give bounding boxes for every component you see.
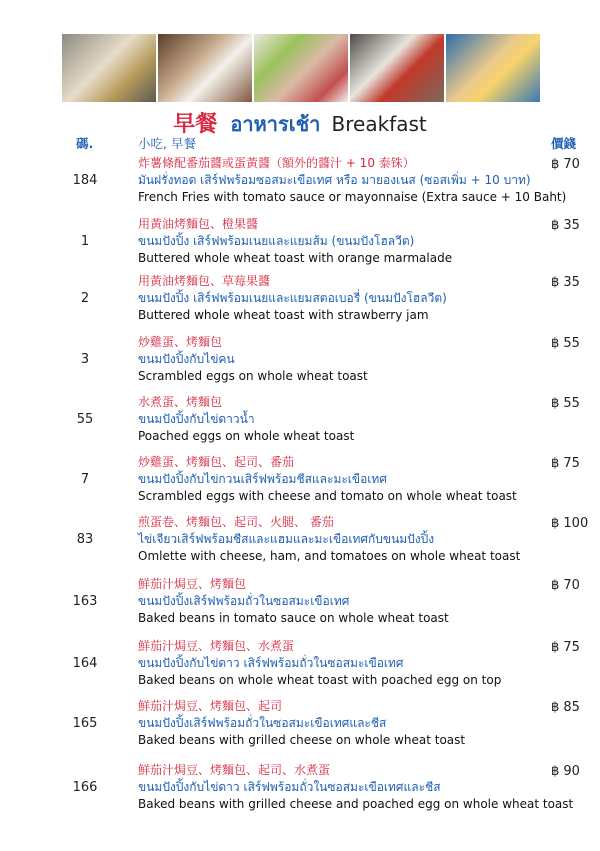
menu-item: [0, 698, 600, 758]
menu-item: [0, 638, 600, 698]
food-photo-toast: [158, 34, 252, 102]
item-name-thai: ขนมปังปิ้งกับไข่กวนเสิร์ฟพร้อมชีสและมะเขือเทศ: [138, 472, 387, 486]
item-name-thai: มันฝรั่งทอด เสิร์ฟพร้อมซอสมะเขือเทศ หรือ มายองเนส (ซอสเพิ่ม + 10 บาท): [138, 173, 531, 187]
food-photo-strip: [62, 34, 540, 102]
item-name-thai: ไข่เจียวเสิร์ฟพร้อมชีสและแฮมและมะเขือเทศกับขนมปังปิ้ง: [138, 532, 435, 546]
item-price: ฿ 70: [551, 157, 580, 172]
item-code: 165: [72, 716, 98, 731]
item-price: ฿ 55: [551, 336, 580, 351]
menu-item: [0, 454, 600, 514]
item-names: [138, 394, 354, 445]
column-header-code: 碼.: [76, 136, 94, 151]
item-name-chinese: 水煮蛋、烤麵包: [138, 395, 223, 409]
item-name-thai: ขนมปังปิ้งเสิร์ฟพร้อมถั่วในซอสมะเขือเทศและชีส: [138, 716, 387, 730]
food-photo-eggs: [62, 34, 156, 102]
menu-item: [0, 762, 600, 822]
item-price: ฿ 90: [551, 764, 580, 779]
item-name-english: Baked beans with grilled cheese on whole wheat toast: [138, 733, 466, 747]
item-name-thai: ขนมปังปิ้งกับไข่ดาว เสิร์ฟพร้อมถั่วในซอสมะเขือเทศและชีส: [138, 780, 441, 794]
item-name-chinese: 炸薯條配番茄醬或蛋黃醬（額外的醬汁 + 10 泰铢）: [138, 156, 415, 170]
menu-item: [0, 273, 600, 333]
item-name-chinese: 煎蛋卷、烤麵包、起司、火腿、 番茄: [138, 515, 334, 529]
item-name-english: Scrambled eggs on whole wheat toast: [138, 369, 368, 383]
item-price: ฿ 35: [551, 218, 580, 233]
item-name-english: Baked beans on whole wheat toast with poached egg on top: [138, 673, 502, 687]
item-code: 164: [72, 656, 98, 671]
item-code: 83: [76, 532, 94, 547]
menu-item: [0, 576, 600, 636]
item-names: [138, 762, 573, 813]
item-name-thai: ขนมปังปิ้งกับไข่ดาวน้ำ: [138, 412, 255, 426]
food-photo-beans: [350, 34, 444, 102]
item-names: [138, 216, 452, 267]
item-name-chinese: 鮮茄汁焗豆、烤麵包、起司: [138, 699, 283, 713]
menu-item: [0, 514, 600, 574]
item-name-chinese: 炒雞蛋、烤麵包: [138, 335, 223, 349]
item-name-thai: ขนมปังปิ้งเสิร์ฟพร้อมถั่วในซอสมะเขือเทศ: [138, 594, 350, 608]
item-name-chinese: 鮮茄汁焗豆、烤麵包: [138, 577, 247, 591]
title-thai: อาหารเช้า: [230, 112, 321, 136]
item-price: ฿ 75: [551, 456, 580, 471]
item-name-thai: ขนมปังปิ้งกับไข่ดาว เสิร์ฟพร้อมถั่วในซอสมะเขือเทศ: [138, 656, 404, 670]
item-name-english: Poached eggs on whole wheat toast: [138, 429, 355, 443]
item-code: 163: [72, 594, 98, 609]
item-names: [138, 454, 517, 505]
column-header-category: 小吃, 早餐: [138, 136, 196, 151]
food-photo-plate: [446, 34, 540, 102]
column-header-price: 價錢: [551, 136, 577, 151]
item-code: 2: [80, 291, 90, 306]
item-names: [138, 155, 566, 206]
item-names: [138, 698, 465, 749]
item-name-english: Baked beans with grilled cheese and poached egg on whole wheat toast: [138, 797, 574, 811]
item-name-chinese: 鮮茄汁焗豆、烤麵包、起司、水煮蛋: [138, 763, 331, 777]
item-name-english: Buttered whole wheat toast with orange marmalade: [138, 251, 453, 265]
menu-item: [0, 394, 600, 454]
item-code: 1: [80, 234, 90, 249]
item-name-chinese: 用黃油烤麵包、草莓果醬: [138, 274, 271, 288]
item-names: [138, 334, 368, 385]
item-names: [138, 576, 449, 627]
item-price: ฿ 35: [551, 275, 580, 290]
item-code: 184: [72, 173, 98, 188]
item-name-english: Baked beans in tomato sauce on whole wheat toast: [138, 611, 449, 625]
item-names: [138, 273, 447, 324]
item-code: 166: [72, 780, 98, 795]
item-name-chinese: 用黃油烤麵包、橙果醬: [138, 217, 259, 231]
item-code: 7: [80, 472, 90, 487]
food-photo-salad: [254, 34, 348, 102]
item-price: ฿ 55: [551, 396, 580, 411]
menu-item: [0, 216, 600, 276]
item-names: [138, 638, 501, 689]
menu-item: [0, 155, 600, 215]
item-price: ฿ 85: [551, 700, 580, 715]
item-name-chinese: 炒雞蛋、烤麵包、起司、番茄: [138, 455, 295, 469]
item-price: ฿ 100: [551, 516, 589, 531]
item-name-english: French Fries with tomato sauce or mayonnaise (Extra sauce + 10 Baht): [138, 190, 567, 204]
menu-item: [0, 334, 600, 394]
item-code: 3: [80, 352, 90, 367]
item-name-thai: ขนมปังปิ้ง เสิร์ฟพร้อมเนยและแยมส้ม (ขนมปังโฮลวีต): [138, 234, 415, 248]
item-price: ฿ 75: [551, 640, 580, 655]
item-name-thai: ขนมปังปิ้ง เสิร์ฟพร้อมเนยและแยมสตอเบอรี่ (ขนมปังโฮลวีต): [138, 291, 447, 305]
item-name-english: Buttered whole wheat toast with strawberry jam: [138, 308, 429, 322]
item-code: 55: [76, 412, 94, 427]
item-name-english: Omlette with cheese, ham, and tomatoes on whole wheat toast: [138, 549, 521, 563]
item-name-thai: ขนมปังปิ้งกับไข่คน: [138, 352, 235, 366]
item-names: [138, 514, 520, 565]
item-name-english: Scrambled eggs with cheese and tomato on whole wheat toast: [138, 489, 517, 503]
item-name-chinese: 鮮茄汁焗豆、烤麵包、水煮蛋: [138, 639, 295, 653]
title-chinese: 早餐: [173, 112, 218, 137]
item-price: ฿ 70: [551, 578, 580, 593]
title-english: Breakfast: [331, 112, 427, 136]
